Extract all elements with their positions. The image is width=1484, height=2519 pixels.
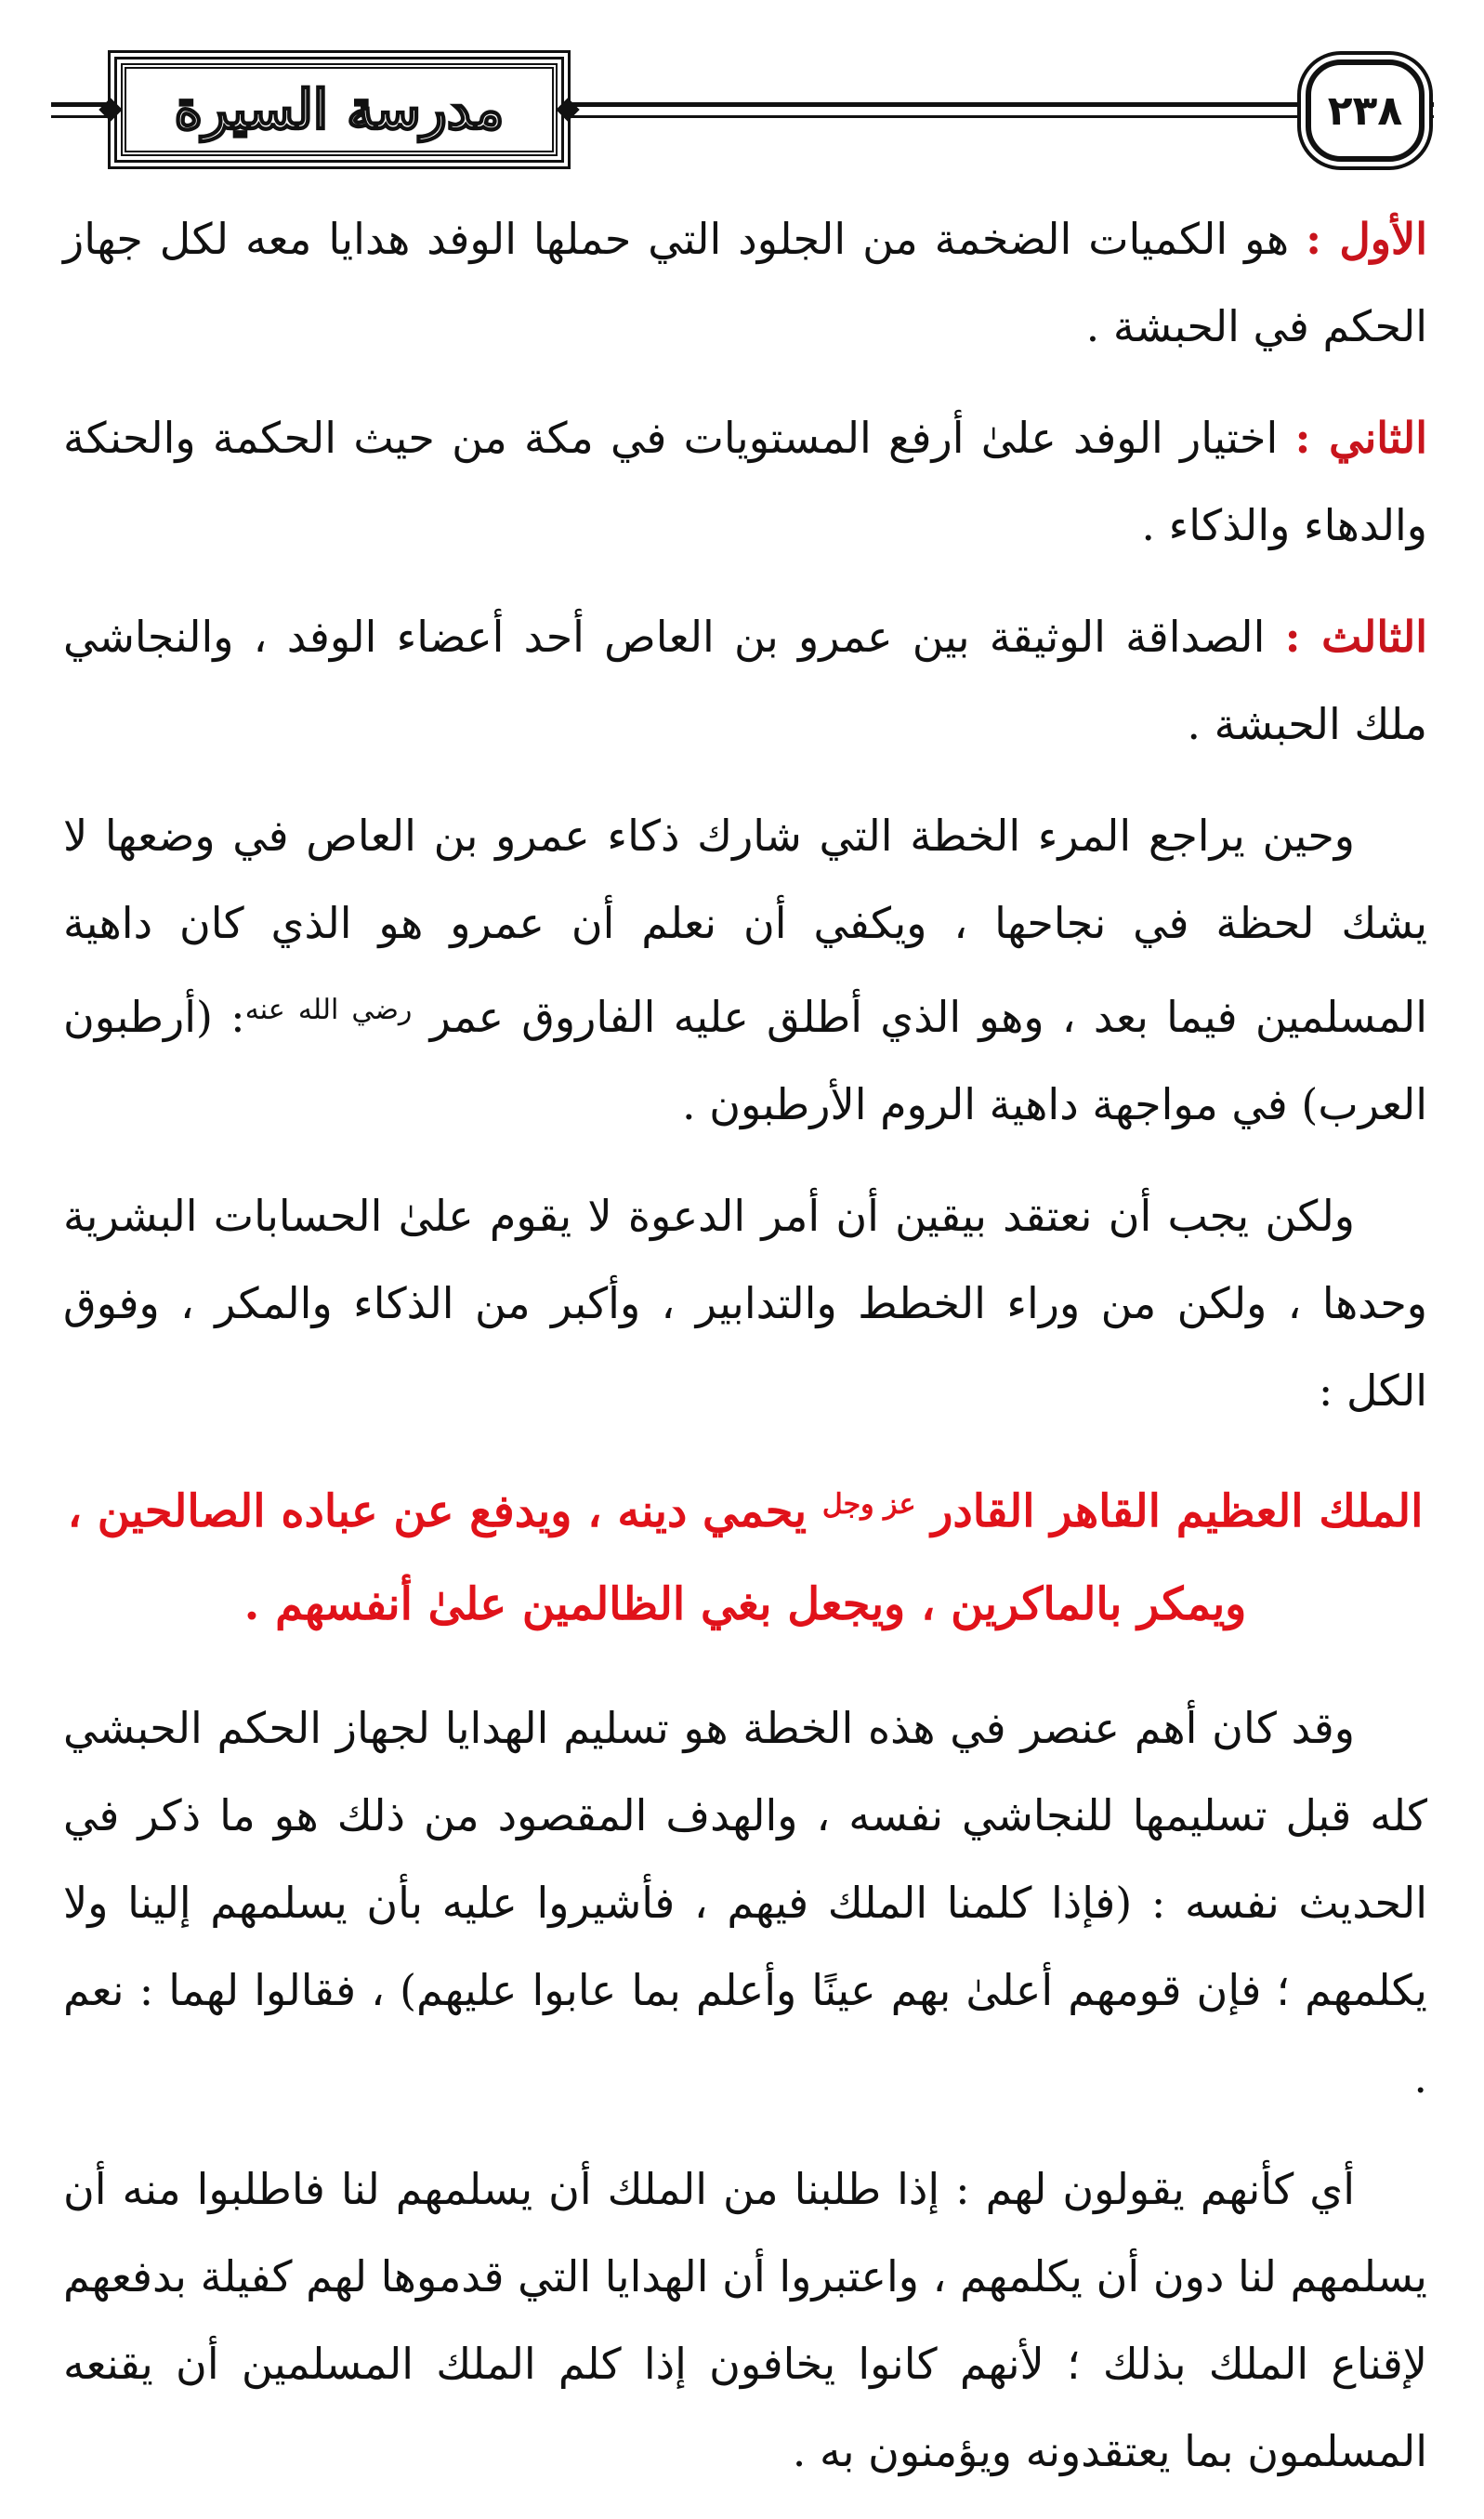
page-body [63,195,1427,2519]
point-third [63,593,1427,768]
point-label: الثاني : [1294,413,1427,463]
page-header [51,56,1434,177]
highlight-line-1 [63,1458,1427,1558]
point-text: اختيار الوفد علىٰ أرفع المستويات في مكة من حيث الحكمة والحنكة والدهاء والذكاء . [63,413,1427,550]
highlight-text: الملك العظيم القاهر القادر [915,1485,1424,1537]
paragraph-text: : (أرطبون العرب) في مواجهة داهية الروم الأرطبون . [63,992,1427,1129]
page-number-badge [1306,59,1425,162]
paragraph-faith: ولكن يجب أن نعتقد بيقين أن أمر الدعوة لا يقوم علىٰ الحسابات البشرية وحدها ، ولكن من وراء الخطط والتدابير ، وأكبر من الذكاء والمكر ، وفوق الكل : [63,1191,1427,1416]
paragraph-explanation: أي كأنهم يقولون لهم : إذا طلبنا من الملك أن يسلمهم لنا فاطلبوا منه أن يسلمهم لنا دون أن يكلمهم ، واعتبروا أن الهدايا التي قدموها لهم كفيلة بدفعهم لإقناع الملك بذلك ؛ لأنهم كانوا يخافون إذا كلم الملك المسلمين أن يقنعه المسلمون بما يعتقدونه ويؤمنون به . [63,2164,1427,2476]
page-number: ٢٣٨ [1327,86,1403,135]
honorific-mark: رضي الله عنه [244,994,413,1026]
point-label: الأول : [1306,214,1428,264]
paragraph-amr [63,792,1427,1148]
highlight-line-2: ويمكر بالماكرين ، ويجعل بغي الظالمين علىٰ أنفسهم . [243,1578,1247,1630]
point-text: هو الكميات الضخمة من الجلود التي حملها الوفد هدايا معه لكل جهاز الحكم في الحبشة . [63,214,1427,351]
honorific-mark: عز وجل [821,1488,916,1521]
paragraph-text: وحين يراجع المرء الخطة التي شارك ذكاء عمرو بن العاص في وضعها لا يشك لحظة في نجاحها ، ويكفي أن نعلم أن عمرو هو الذي كان داهية المسلمين فيما بعد ، وهو الذي أطلق عليه الفاروق عمر [63,811,1427,1042]
book-title-frame [121,63,558,156]
highlighted-statement [63,1458,1427,1651]
point-second [63,394,1427,569]
point-first [63,195,1427,370]
point-text: الصداقة الوثيقة بين عمرو بن العاص أحد أعضاء الوفد ، والنجاشي ملك الحبشة . [63,612,1427,749]
highlight-text: يحمي دينه ، ويدفع عن عباده الصالحين ، [67,1485,822,1537]
book-title: مدرسة السيرة [174,78,505,141]
point-label: الثالث : [1284,612,1428,662]
paragraph-gifts: وقد كان أهم عنصر في هذه الخطة هو تسليم الهدايا لجهاز الحكم الحبشي كله قبل تسليمها للنجاشي نفسه ، والهدف المقصود من ذلك هو ما ذكر في الحديث نفسه : (فإذا كلمنا الملك فيهم ، فأشيروا عليه بأن يسلمهم إلينا ولا يكلمهم ؛ فإن قومهم أعلىٰ بهم عينًا وأعلم بما عابوا عليهم) ، فقالوا لهما : نعم . [63,1703,1427,2103]
